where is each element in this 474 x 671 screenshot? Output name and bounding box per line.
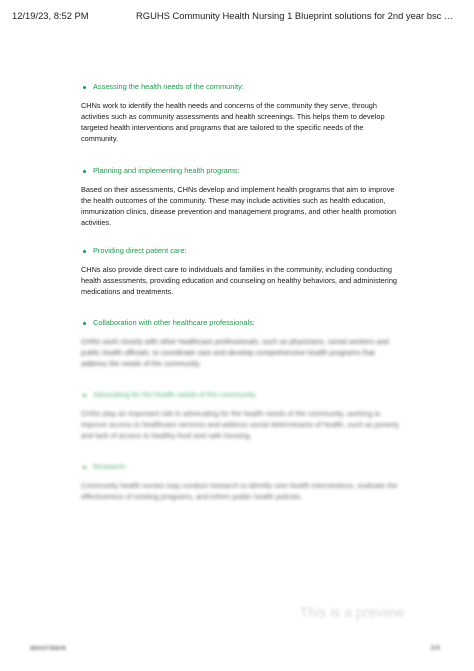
- section-paragraph: Community health nurses may conduct research to identify new health interventions, evaluate the effectiveness of existing programs, and inform public health policies.: [81, 481, 398, 501]
- section-heading: Planning and implementing health programs:: [81, 166, 401, 176]
- print-footer-url: about:blank: [30, 645, 67, 652]
- section-assessing: [81, 82, 401, 145]
- section-paragraph-blurred: CHNs work closely with other healthcare professionals, such as physicians, social workers and public health officials, to coordinate care and develop comprehensive health programs that address the needs of the community.: [81, 337, 389, 368]
- section-heading: Collaboration with other healthcare professionals:: [81, 318, 401, 328]
- section-paragraph: CHNs work to identify the health needs and concerns of the community they serve, through activities such as community assessments and health screenings. This helps them to develop targeted health interventions and programs that are tailored to the specific needs of the community.: [81, 101, 385, 143]
- section-research: [81, 462, 401, 503]
- section-collaboration: [81, 318, 401, 370]
- section-planning: [81, 166, 401, 229]
- section-advocating: [81, 390, 401, 442]
- section-heading: Providing direct patient care:: [81, 246, 401, 256]
- document-title: RGUHS Community Health Nursing 1 Blueprint solutions for 2nd year bsc …: [136, 10, 454, 21]
- section-paragraph: Based on their assessments, CHNs develop and implement health programs that aim to improve the health outcomes of the community. These may include activities such as health education, immunization clinics, disease prevention and management programs, and other health promotion activities.: [81, 185, 397, 227]
- section-paragraph: CHNs play an important role in advocating for the health needs of the community, working to improve access to healthcare services and address social determinants of health, such as poverty and lack of access to healthy food and safe housing.: [81, 409, 399, 440]
- section-heading: Assessing the health needs of the community:: [81, 82, 401, 92]
- print-datetime: 12/19/23, 8:52 PM: [12, 10, 89, 21]
- preview-watermark: This is a preview: [299, 604, 404, 620]
- section-heading: Advocating for the health needs of the community:: [81, 390, 401, 400]
- section-direct-care: [81, 246, 401, 298]
- print-footer-page: 2/4: [430, 645, 440, 652]
- section-paragraph: CHNs also provide direct care to individuals and families in the community, including conducting health assessments, providing education and counseling on healthy behaviors, and administering medications and treatments.: [81, 265, 397, 296]
- section-heading: Research:: [81, 462, 401, 472]
